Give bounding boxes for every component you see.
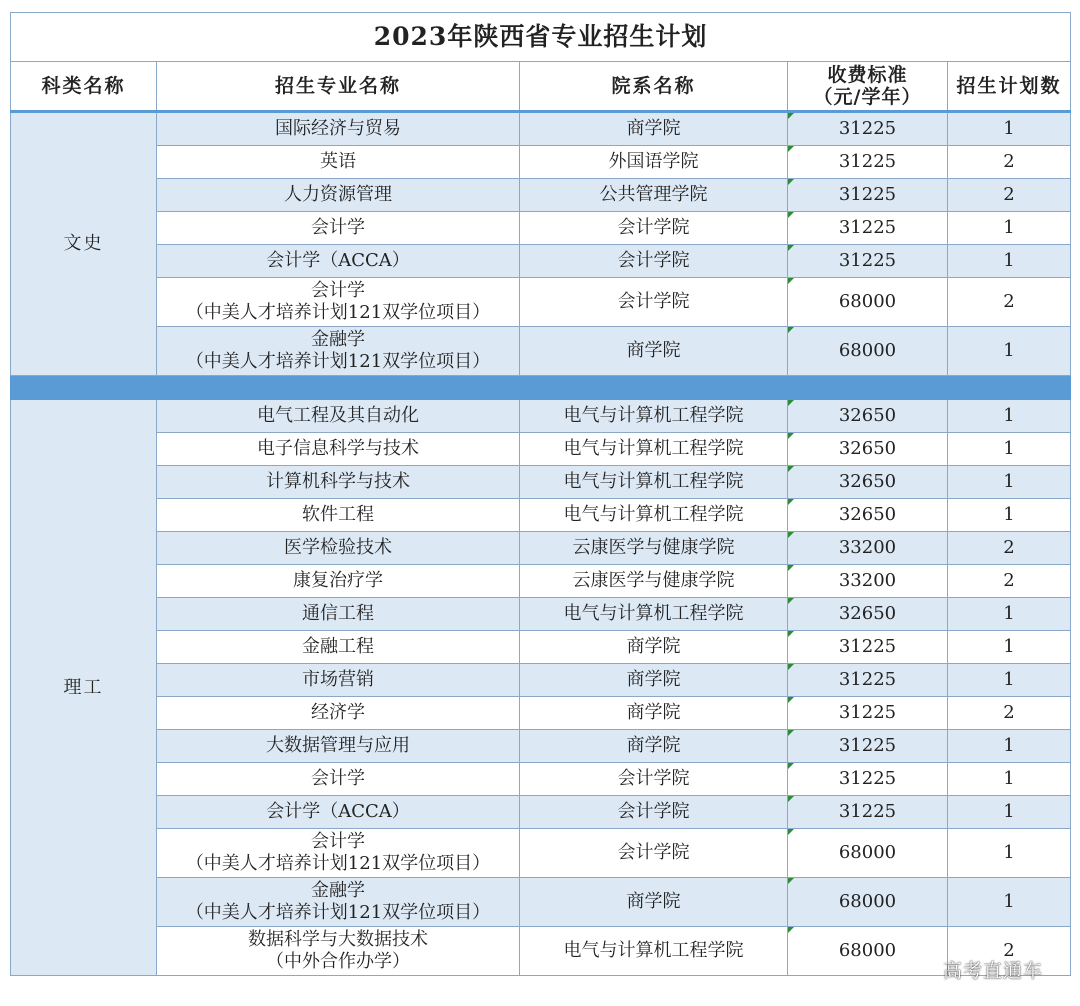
department-cell: 会计学院 — [520, 278, 788, 327]
quota-cell: 1 — [948, 598, 1071, 631]
quota-cell: 1 — [948, 796, 1071, 829]
table-row — [11, 433, 1071, 466]
fee-cell: 31225 — [788, 664, 948, 697]
quota-cell: 1 — [948, 400, 1071, 433]
major-name-line: （中美人才培养计划121双学位项目） — [185, 302, 491, 323]
fee-cell: 33200 — [788, 565, 948, 598]
table-row — [11, 927, 1071, 976]
department-cell: 会计学院 — [520, 245, 788, 278]
quota-cell: 1 — [948, 327, 1071, 376]
header-major: 招生专业名称 — [157, 62, 520, 112]
fee-cell: 31225 — [788, 763, 948, 796]
major-name-line: 金融工程 — [302, 636, 374, 657]
quota-cell: 1 — [948, 212, 1071, 245]
fee-cell: 32650 — [788, 598, 948, 631]
department-cell: 商学院 — [520, 112, 788, 146]
major-cell — [157, 927, 520, 976]
major-name-line: 经济学 — [311, 702, 365, 723]
major-cell — [157, 763, 520, 796]
header-category: 科类名称 — [11, 62, 157, 112]
major-name-line: （中美人才培养计划121双学位项目） — [185, 351, 491, 372]
table-row — [11, 829, 1071, 878]
table-row — [11, 212, 1071, 245]
department-cell: 会计学院 — [520, 763, 788, 796]
header-fee-line2: （元/学年） — [813, 86, 922, 108]
major-name-line: 会计学 — [311, 768, 365, 789]
table-row — [11, 245, 1071, 278]
table-row — [11, 565, 1071, 598]
fee-cell: 32650 — [788, 466, 948, 499]
watermark-text: 高考直通车 — [943, 960, 1044, 982]
category-cell: 理工 — [11, 400, 157, 976]
major-name-line: 软件工程 — [302, 504, 374, 525]
department-cell: 商学院 — [520, 730, 788, 763]
department-cell: 会计学院 — [520, 829, 788, 878]
quota-cell: 1 — [948, 878, 1071, 927]
department-cell: 商学院 — [520, 327, 788, 376]
department-cell: 电气与计算机工程学院 — [520, 466, 788, 499]
department-cell: 商学院 — [520, 697, 788, 730]
major-cell — [157, 466, 520, 499]
table-row — [11, 631, 1071, 664]
department-cell: 会计学院 — [520, 796, 788, 829]
department-cell: 电气与计算机工程学院 — [520, 499, 788, 532]
group-separator — [11, 376, 1071, 400]
header-fee — [788, 62, 948, 112]
major-name-line: 通信工程 — [302, 603, 374, 624]
major-name-line: 人力资源管理 — [284, 184, 392, 205]
department-cell: 会计学院 — [520, 212, 788, 245]
major-name-line: 数据科学与大数据技术 — [248, 929, 428, 950]
quota-cell: 2 — [948, 697, 1071, 730]
quota-cell: 1 — [948, 499, 1071, 532]
table-row — [11, 664, 1071, 697]
major-name-line: 会计学 — [311, 280, 365, 301]
fee-cell: 32650 — [788, 433, 948, 466]
major-name-line: 电气工程及其自动化 — [257, 405, 419, 426]
header-row — [11, 62, 1071, 112]
major-cell — [157, 212, 520, 245]
department-cell: 电气与计算机工程学院 — [520, 400, 788, 433]
department-cell: 公共管理学院 — [520, 179, 788, 212]
major-name-line: 医学检验技术 — [284, 537, 392, 558]
table-row — [11, 878, 1071, 927]
quota-cell: 1 — [948, 763, 1071, 796]
fee-cell: 68000 — [788, 829, 948, 878]
major-cell — [157, 278, 520, 327]
fee-cell: 31225 — [788, 631, 948, 664]
quota-cell: 2 — [948, 927, 1071, 976]
major-cell — [157, 433, 520, 466]
fee-cell: 33200 — [788, 532, 948, 565]
fee-cell: 31225 — [788, 796, 948, 829]
table-title: 2023年陕西省专业招生计划 — [11, 13, 1071, 62]
fee-cell: 31225 — [788, 179, 948, 212]
quota-cell: 2 — [948, 146, 1071, 179]
major-name-line: 会计学 — [311, 831, 365, 852]
major-name-line: 会计学（ACCA） — [266, 250, 410, 271]
department-cell: 外国语学院 — [520, 146, 788, 179]
quota-cell: 1 — [948, 433, 1071, 466]
fee-cell: 32650 — [788, 400, 948, 433]
major-name-line: 大数据管理与应用 — [266, 735, 410, 756]
enrollment-plan-sheet — [10, 12, 1070, 976]
major-name-line: 计算机科学与技术 — [266, 471, 410, 492]
department-cell: 商学院 — [520, 878, 788, 927]
major-name-line: 康复治疗学 — [293, 570, 383, 591]
department-cell: 电气与计算机工程学院 — [520, 927, 788, 976]
major-cell — [157, 327, 520, 376]
fee-cell: 31225 — [788, 212, 948, 245]
major-name-line: 国际经济与贸易 — [275, 118, 401, 139]
major-name-line: 英语 — [320, 151, 356, 172]
fee-cell: 32650 — [788, 499, 948, 532]
header-department: 院系名称 — [520, 62, 788, 112]
fee-cell: 31225 — [788, 730, 948, 763]
table-row — [11, 400, 1071, 433]
table-row — [11, 598, 1071, 631]
major-cell — [157, 664, 520, 697]
major-cell — [157, 598, 520, 631]
major-cell — [157, 878, 520, 927]
quota-cell: 1 — [948, 631, 1071, 664]
quota-cell: 2 — [948, 278, 1071, 327]
table-row — [11, 763, 1071, 796]
quota-cell: 2 — [948, 179, 1071, 212]
major-cell — [157, 631, 520, 664]
major-name-line: 金融学 — [311, 329, 365, 350]
table-row — [11, 796, 1071, 829]
fee-cell: 31225 — [788, 245, 948, 278]
table-row — [11, 466, 1071, 499]
fee-cell: 68000 — [788, 878, 948, 927]
header-quota: 招生计划数 — [948, 62, 1071, 112]
major-cell — [157, 146, 520, 179]
header-fee-line1: 收费标准 — [827, 64, 908, 86]
department-cell: 商学院 — [520, 631, 788, 664]
table-row — [11, 112, 1071, 146]
major-name-line: （中美人才培养计划121双学位项目） — [185, 902, 491, 923]
major-cell — [157, 829, 520, 878]
major-name-line: 市场营销 — [302, 669, 374, 690]
major-name-line: 会计学 — [311, 217, 365, 238]
quota-cell: 1 — [948, 730, 1071, 763]
table-row — [11, 697, 1071, 730]
department-cell: 商学院 — [520, 664, 788, 697]
major-cell — [157, 179, 520, 212]
table-row — [11, 532, 1071, 565]
major-cell — [157, 730, 520, 763]
major-name-line: 金融学 — [311, 880, 365, 901]
major-name-line: （中美人才培养计划121双学位项目） — [185, 853, 491, 874]
major-cell — [157, 245, 520, 278]
fee-cell: 31225 — [788, 112, 948, 146]
quota-cell: 1 — [948, 245, 1071, 278]
table-body — [11, 112, 1071, 976]
enrollment-plan-table — [10, 12, 1071, 976]
table-row — [11, 179, 1071, 212]
fee-cell: 31225 — [788, 697, 948, 730]
major-cell — [157, 499, 520, 532]
department-cell: 云康医学与健康学院 — [520, 565, 788, 598]
department-cell: 云康医学与健康学院 — [520, 532, 788, 565]
fee-cell: 31225 — [788, 146, 948, 179]
fee-cell: 68000 — [788, 278, 948, 327]
major-cell — [157, 796, 520, 829]
major-name-line: 会计学（ACCA） — [266, 801, 410, 822]
department-cell: 电气与计算机工程学院 — [520, 433, 788, 466]
separator-bar — [11, 376, 1071, 400]
table-row — [11, 146, 1071, 179]
quota-cell: 1 — [948, 466, 1071, 499]
fee-cell: 68000 — [788, 927, 948, 976]
quota-cell: 2 — [948, 532, 1071, 565]
major-cell — [157, 565, 520, 598]
major-cell — [157, 400, 520, 433]
major-cell — [157, 697, 520, 730]
quota-cell: 2 — [948, 565, 1071, 598]
fee-cell: 68000 — [788, 327, 948, 376]
category-cell: 文史 — [11, 112, 157, 376]
table-row — [11, 499, 1071, 532]
major-cell — [157, 112, 520, 146]
quota-cell: 1 — [948, 664, 1071, 697]
major-name-line: （中外合作办学） — [266, 951, 410, 972]
table-row — [11, 327, 1071, 376]
major-cell — [157, 532, 520, 565]
quota-cell: 1 — [948, 829, 1071, 878]
quota-cell: 1 — [948, 112, 1071, 146]
table-row — [11, 730, 1071, 763]
table-row — [11, 278, 1071, 327]
major-name-line: 电子信息科学与技术 — [257, 438, 419, 459]
department-cell: 电气与计算机工程学院 — [520, 598, 788, 631]
